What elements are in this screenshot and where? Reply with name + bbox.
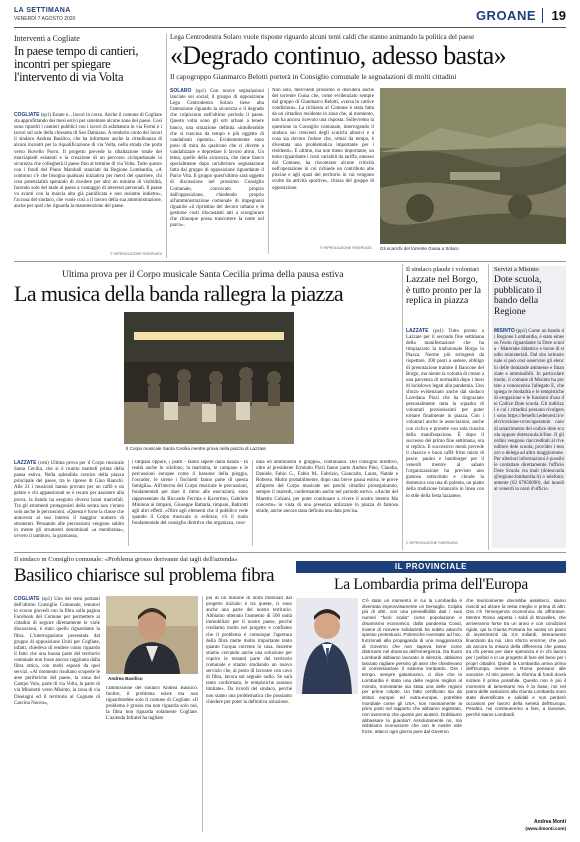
article-author: Andrea Monti (534, 819, 566, 825)
section-divider (14, 552, 566, 553)
column-rule (202, 596, 203, 832)
column-rule (252, 460, 253, 546)
article-headline: «Degrado continuo, adesso basta» (170, 41, 507, 70)
columnist-photo (296, 598, 358, 694)
photo-caption: Il Corpo musicale Santa Cecilia mentre prova nella piazza di Lazzate (126, 446, 266, 451)
article-column-1 (170, 88, 264, 254)
article-kicker: Il sindaco in Consiglio comunale: «Problema grosso derivante dai tagli dell'azienda» (14, 556, 238, 563)
article-kicker: Interventi a Cogliate (14, 34, 80, 43)
article-column-3 (206, 596, 292, 832)
section-divider (14, 261, 566, 262)
misinto-article (492, 266, 566, 548)
article-kicker: Il sindaco plaude i volontari (406, 266, 479, 273)
mayor-photo (106, 596, 198, 674)
article-text: (ps1) Tutto pronto a Lazzate per il secondo fine settimana della manifestazione che ha rimpiazzato la tradizionale Borgo in Piazza. Norme più stringenti da rispettare, 200 posti a sedere, obbligo di prenotazione tramite il Bancone del Borgo, ma niente la volontà di creare a una parvenza di normalità dopo i mesi di lockdown legati alla pandemia. Uno sforzo evidenziato anche dal sindaco Loredana Pizzi che ha ringraziato personalmente tutta la squadra di volontari preziosissimi per poter tornare finalmente in piazza. Con i volontari anche le associazioni, anche con ciclico e protette con sola riuscita della manifestazione. È dopo il successo del primo fine settimana, ora si replica. Il successivo menù prevede il classico e buon caffè fritto misto di pesce; panini e hamburger per il venerdì mentre al sabato l'organizzazione ha previsto uno gustosa sottovitato e chiude la domenica con una di polenta, un piatto della tradizione brianzola in linea con lo stile della festa lazzatese. (406, 329, 484, 499)
article-subhead: Il capogruppo Gianmarco Belotti porterà in Consiglio comunale le segnalazioni di molti cittadini (170, 72, 457, 81)
article-column-2 (272, 88, 374, 238)
article-body (406, 328, 484, 540)
column-rule (166, 34, 167, 258)
article-column-1 (14, 596, 100, 832)
article-text: Non solo, mercoledì prossimo si discuterà anche del torrente Guisa che, come evidenziato sempre dal gruppo di Gianmarco Belotti, «versa in cattive condizioni». La richiesta al Comune è stata fatta da un cittadino residente in zona che, al momento, non ha ancora ricevuto una risposta. Sollevremo la questione in Consiglio comunale, interrogando il sindaco sui crescenti degli scarichi abusivi e a cosa sia dovuto l'odore che, ormai da tempo, è diventata una problematica importante per i residenti». E ultimo, ma non meno importante, un tema riguardante i costi variabili da tariffa, emesso dal Comune, ha riscontrato alcune criticità nell'operazione in cui richiede un contributo alle piscine e agli spazi del territorio in cui vengono svolte da attività sportive», chiosa del gruppo di opposizione. (272, 88, 374, 191)
article-text: più di un milione di unità mobiliari dal progetto iniziale: è tra queste, ci sono anche una parte del nostro territorio. Abbiamo ottenuto l'aumento di 500 unità immobiliari per il nostro paese, perché crediamo molto nel progetto e confiamo che il problema è comunque l'apertura della fibra mette molto importante tanto quanto l'acqua corrente in casa. Insieme stiamo cercando anche una soluzione per coprire le restanti parte del territorio comunale e stiamo studiando un nuovo servizio che, al posto di lavorare con cavo di fibra, lavora sul segnale radio. Se sarà tanto confermata, le tempistiche saranno limitate». Da ricordi del sindaco, perché non siamo una problematica che possiamo chiedere per poter la definitiva soluzione. (206, 596, 292, 705)
photo-caption: Andrea Basilico (108, 676, 143, 681)
article-dateline: MISINTO (494, 328, 515, 334)
article-text: (sp1) Uno dei temi portanti dell'ultimo Consiglio Comunale, tenutosi lo scorso giovedì con la fibra sulla pagina Facebook del Comune per permettere ai cittadini di seguire direttamente le varie discussioni, è stato quello riguardante la fibra. L'interrogazione presentata dal gruppo di opposizione Uniti per Cogliate, infatti, chiedeva di rendere conto riguardo il fatto che una buona parte del territorio comunale non fosse ancora raggiunta dalla fibra ottica, con molti esposti da quei servizi. «Al momento risultano scoperte le aree periferiche del paese, la zona del Campo Volo, parte di via Volta, la parte di via Minoretti verso Misinto, la zona di via Diseiagni ed il territorio al Cognate di Cascina Nuova», (14, 597, 100, 706)
article-text: i timpani oppure, i piatti - fanno sapere dalla banda - In realtà anche lo xilofono, la marimba, le campane e le percussioni europee come il bassone della pioggia, l'oscador, le sirene i fischietti fanno parte di questa famiglia». All'interno del Corpo musicale le percussioni, fondamentali per dare il ritmo alle esecuzioni, sono rappresentate da Riccardo Ferrina e Kavertino, Gabriele Mininno ai timpani, Giuseppe Battaria, timpani, Baltrotti agli altri effetti. «Oltre agli elementi che il pubblico vede quando il Corpo musicale si esibisce, c'è il ruolo fondamentale del consiglio direttivo che organizza, coor- (132, 460, 248, 526)
lazzate-article (406, 266, 484, 548)
article-text: (sp1) Estate e... lavori in corso. Anche il comune di Cogliate sta approfittando dei mesi estivi per sistemare alcune zone del paese. Così sono ripartiti i cantieri pubblici con i lavori di asfaltatura in via Fermi e i lavori sul sole della chiesetta di San Damiano. A renderlo conto dei lavori il sindaco Andrea Basilico, che ha informato anche la cittadinanza di alcuni incontri per la riqualificazione di via Volta, nella strada che porta verso Rovello Porro. Il progetto prevede la ribaltazione totale del marciapiedi esistenti e la creazione di un percorso ciclopedonale in sicurezza che collegherà il paese fino al termine di via Volta. Tutto questo con i fondi del Piano Marshall stanziati da Regione Lombardia, «A contorno c'è che bisogna qualsiasi iniziativa per merci del quartiere, chi crea potenzialità sperando di rivedere per altri un minimo di visibilità, facendo solo del male al paese a vantaggio di interessi personali. Il paese va avanti con la marcia alta già pianificata e non resiamo indietro», l'accusa del sindaco, che vuole così a il lavoro della sua amministrazione, anche per quel che riguarda la manutenzione del paese. (14, 113, 162, 210)
article-text: dina ed amministra il gruppo», continuano. Del consiglio direttivo, oltre al presidente Ermindo Pizzi fanno parte Andrea Pino, Claudia, Daniele, Fabio G., Fabio M., Fabrizio, Giancarlo, Laura, Natale e Roberto. Molto probabilmente, dopo una breve pausa estiva, le prove all'aperto del Corpo musicale nei parchi cittadini proseguiranno, sempre il martedì, confermando anche nel periodo estivo. «Anche del Maestro Colzani, per poter continuare a vivere il nostro intento Ma concerto» in vista di una presenza utilizzare in piazza di famosa strade, anche ancora stata definita una data precisa. (256, 460, 398, 514)
article-column-1 (14, 460, 124, 546)
column-rule (128, 460, 129, 546)
article-credit: © RIPRODUZIONE RISERVATA (406, 541, 458, 545)
article-body (494, 328, 564, 546)
article-dateline: COGLIATE (14, 596, 40, 602)
banda-article (14, 264, 398, 550)
column-rule (268, 88, 269, 254)
article-column-2 (132, 460, 248, 546)
article-text: (pp1) Come un bando di Regione Lombardia, è stato emesso l'esito riguardante la Dote scuola - Materiale didattico e borse di studio ministeriali. Dal sito istituzionale si può così osservare gli elenchi delle domande ammesse e finanziate e ammissibili. In particolare modo, il comune di Misinto ha portato a conoscenza l'allegato E, che spiega le modalità e le tempistiche di erogazione e le funzioni d'uso dei Codice Dote scuola. Gli indirizzi e cui i cittadini possono rivolgersi sono https://benefici.edenred.it/web/ricezione-re/recuperatoin caso di smarrimento del codice dote scuola oppure dotescuola.it/line. Il gli ordini vengono riaccreditati al rivenditore dote scuola, provider i tessoro o delega ad altro maggiorenne. Per ulteriori informazioni è possibile contattare direttamente l'ufficio Dote Scuola via mail (dotescuola@regione.lombardia.it) o telefonicamente (02 67650090), dal lunedì al venerdì in orari d'ufficio. (494, 329, 564, 493)
article-headline: In paese tempo di cantieri, incontri per spiegare l'intervento di via Volta (14, 44, 139, 84)
article-headline: La musica della banda rallegra la piazza (14, 281, 344, 306)
article-dateline: LAZZATE (406, 328, 429, 334)
page-separator (542, 8, 543, 23)
masthead (14, 6, 566, 28)
basilico-article (14, 556, 292, 836)
article-text: (sp1) Con nuove segnalazioni lanciate sui social, il gruppo di opposizione Lega Centrodestra Solaro tiene alta l'attenzione riguardo la sicurezza e il degrado che colpiscono nell'ultimo periodo il paese. Questo volta sono gli orti urbani a tenere banco, una situazione definita «intollerabile che si trascina da tempo e più oggetto di vandalismi ripetuti». Evidentemente sono presi di mira da qualcuno che ci diverte a vandalizzare e depredare il lavoro altrui. Un tema, quello della sicurezza, che tiene banco specialmente dopo un'ulteriore segnalazione fatta dal gruppo di opposizione riguardante il Parco Vita. Il gruppo quest'ultimo sarà oggetto di discussione nel prossimo Consiglio Comunale, convocato proprio dall'opposizione, chiedendo proprio all'amministrazione comunale di impegnarsi riguardo «il ripristino del decoro urbano e le gestione costi rilocastanti atti a scongiurare che chiunque possa trascorrere la notte nel parco». (170, 89, 264, 229)
article-kicker: Lega Centrodestra Solaro vuole risposte riguardo alcuni temi caldi che stanno animando la politica del paese (170, 33, 475, 41)
column-rule (402, 264, 403, 550)
article-column-2 (106, 686, 198, 832)
degrado-article (170, 30, 566, 260)
photo-caption: Gli scarichi del torrente Guisa a Solaro (380, 246, 459, 251)
publication-name: LA SETTIMANA (14, 7, 71, 14)
article-text: che teoricamente dovrebbe assisterci, siamo riusciti ad alzare la testa meglio e prima di altri. Ora c'è l'emergenza economica da affrontare. Mentre Roma aspetta i soldi di Bruxelles, che arriveranno forse tra un anno e con condizioni rigide, qui la Giunta Fontana ha varato un piano di investimenti da 3,5 miliardi, interamente finanziato da noi. Uno sforzo enorme, che può da ancora la misura della differenza che passa tra chi pensa per dare speranza e in chi lavora per i politici e in un progetto di fare del bene per i propri cittadini. Quindi la Lombardia arriva prima dell'Europa, mentre a Roma pensano alle vacanze. Al mio parere, la riforma di fondi dovrà iniziare il prima possibile. Questo non è più il momento di lamentarsi ma è la base, noi nel piano delle variazioni alla Giunta Lombarda sono state diversificate e solidali e non perderò occasioni per lavoro della serietà dell'Europa. Peraltro, noi continueremo a fare, a lavorare, perché siamo Lombardi. (466, 598, 566, 718)
page-number: 19 (551, 8, 566, 23)
article-text: l'ammissione del sindaco Andrea Basilico. Inoltre, il problema esiste ma non riguarderebbe solo il comune di Cogliate: «Il problema è grosso ma non riguarda solo noi, la fibra non riguarda solamente Cogliate. L'azienda Infratel ha tagliato (106, 686, 198, 722)
article-column-1 (362, 598, 462, 830)
article-kicker: Servizi a Misinto (494, 266, 539, 273)
cogliate-article (14, 34, 162, 258)
publication-date: VENERDÌ 7 AGOSTO 2020 (14, 16, 76, 22)
article-text: C'è stato un momento in cui la Lombardia è diventata improvvisamente un bersaglio. Colpita più di altri, con una prevedibilità dati i suoi numeri "fuori scala" come popolazione e dinamismo economico, dalla pandemia Covid, invece di ricevere solidarietà ha subito attacchi spesso pretestuosi. Polemiche inventate ad hoc, funzionali alla propaganda di una maggioranza di Governo che non sapeva bene come districarsi nel dramma dell'emergenza. Da buoni Lombardi abbiamo lavorato in silenzio, abbiamo lasciato ragliare persino gli asini che chiedevano di commissariare il sistema lombardo. Ora i tempo, sempre galantuomo, ci dice che la Lombardia è stata una delle regioni migliori al mondo, nonostante sia stata una delle regioni per prime colpite. Un fatto certificato sia da istituti europei ed extra-europei, potrebbe mondiale come gli USA, non noiosamente ai primi posti nel rapporto che abbiamo registrato, non avremmo che questo per aiutarci. Dobbiamo abbassare la guardia? Assolutamente no, ma dobbiamo riconoscere che con le nostre sole forze, attacci ogni giorno pure dal Governo (362, 598, 462, 735)
article-body (14, 112, 162, 252)
article-credit: © RIPRODUZIONE RISERVATA (110, 252, 162, 256)
article-headline: Basilico chiarisce sul problema fibra (14, 565, 275, 586)
article-credit: © RIPRODUZIONE RISERVATA (320, 246, 372, 250)
article-kicker: Ultima prova per il Corpo musicale Santa Cecilia prima della pausa estiva (62, 270, 344, 280)
article-headline: La Lombardia prima dell'Europa (334, 576, 528, 593)
provincial-article (296, 576, 566, 838)
article-column-3 (256, 460, 398, 546)
article-column-2 (466, 598, 566, 818)
article-dateline: SOLARO (170, 88, 192, 94)
band-photo (124, 312, 294, 444)
article-dateline: COGLIATE (14, 112, 40, 118)
article-author-site: (www.ilmonti.com) (525, 826, 566, 831)
stream-photo (380, 88, 566, 244)
column-rule (488, 264, 489, 550)
article-headline: Lazzate nel Borgo, è tutto pronto per la replica in piazza (406, 275, 481, 306)
section-name: GROANE (475, 8, 536, 23)
banner-label: IL PROVINCIALE (394, 562, 468, 571)
article-headline: Dote scuola, pubblicato il bando della Regione (494, 275, 542, 317)
article-text: (cmi) Ultima prova per il Corpo musicale Santa Cecilia, che si è riunito martedì prima della pausa estiva. Nella splendida cornice della piazza principale del paese, tra le riprese di Gino Bianchi. Alle 21 i musicisti hanno provato per un caffè e un gelato e chi appassionati se è recato per assistere alla prova, la banda ha eseguito diversi brani marcefali. Tra gli strumenti protagonisti della serata non c'erano solo anche le percussioni. «Questa è forse la classe che annovera al suo interno il maggior numero di strumenti. Pensando alle percussioni vengono subito in mente gli strumenti denominati «a membrana», ovvero il tamburo, la grancassa, (14, 461, 124, 540)
article-dateline: LAZZATE (14, 460, 37, 466)
section-banner (296, 561, 566, 573)
